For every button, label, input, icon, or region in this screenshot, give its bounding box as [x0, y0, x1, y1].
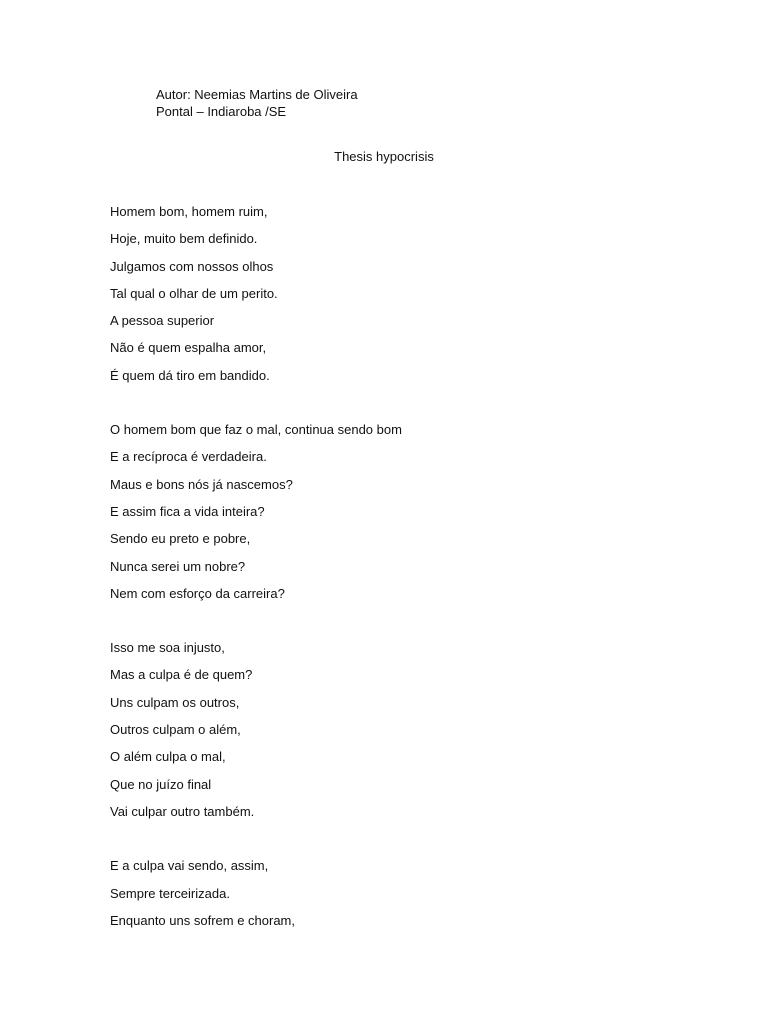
poem-line: Que no juízo final: [110, 776, 212, 792]
poem-line: E a culpa vai sendo, assim,: [110, 858, 269, 874]
poem-line: Outros culpam o além,: [110, 722, 241, 738]
poem-line: É quem dá tiro em bandido.: [110, 367, 270, 383]
poem-line: Mas a culpa é de quem?: [110, 667, 253, 683]
stanza: [110, 857, 402, 939]
poem-line: A pessoa superior: [110, 313, 215, 329]
poem-line: Isso me soa injusto,: [110, 640, 225, 656]
poem-line: E assim fica a vida inteira?: [110, 503, 265, 519]
poem-line: Enquanto uns sofrem e choram,: [110, 912, 295, 928]
poem-body: [110, 203, 402, 966]
poem-line: O homem bom que faz o mal, continua sendo bom: [110, 422, 402, 438]
poem-title: Thesis hypocrisis: [334, 149, 434, 164]
stanza: [110, 639, 402, 830]
poem-line: Não é quem espalha amor,: [110, 340, 267, 356]
poem-line: Nem com esforço da carreira?: [110, 585, 285, 601]
poem-line: Julgamos com nossos olhos: [110, 258, 274, 274]
poem-line: E a recíproca é verdadeira.: [110, 449, 267, 465]
poem-line: Sempre terceirizada.: [110, 885, 230, 901]
document-header: [156, 86, 358, 120]
stanza: [110, 203, 402, 394]
poem-title-row: [0, 149, 768, 164]
poem-line: Homem bom, homem ruim,: [110, 204, 268, 219]
stanza: [110, 421, 402, 612]
poem-line: Sendo eu preto e pobre,: [110, 531, 251, 547]
poem-line: Uns culpam os outros,: [110, 694, 240, 710]
poem-line: Nunca serei um nobre?: [110, 558, 246, 574]
poem-line: Maus e bons nós já nascemos?: [110, 476, 293, 492]
place-line: Pontal – Indiaroba /SE: [156, 104, 287, 119]
author-line: Autor: Neemias Martins de Oliveira: [156, 87, 358, 102]
poem-line: Hoje, muito bem definido.: [110, 231, 258, 247]
poem-line: Vai culpar outro também.: [110, 803, 255, 819]
poem-line: O além culpa o mal,: [110, 749, 226, 765]
poem-line: Tal qual o olhar de um perito.: [110, 285, 278, 301]
